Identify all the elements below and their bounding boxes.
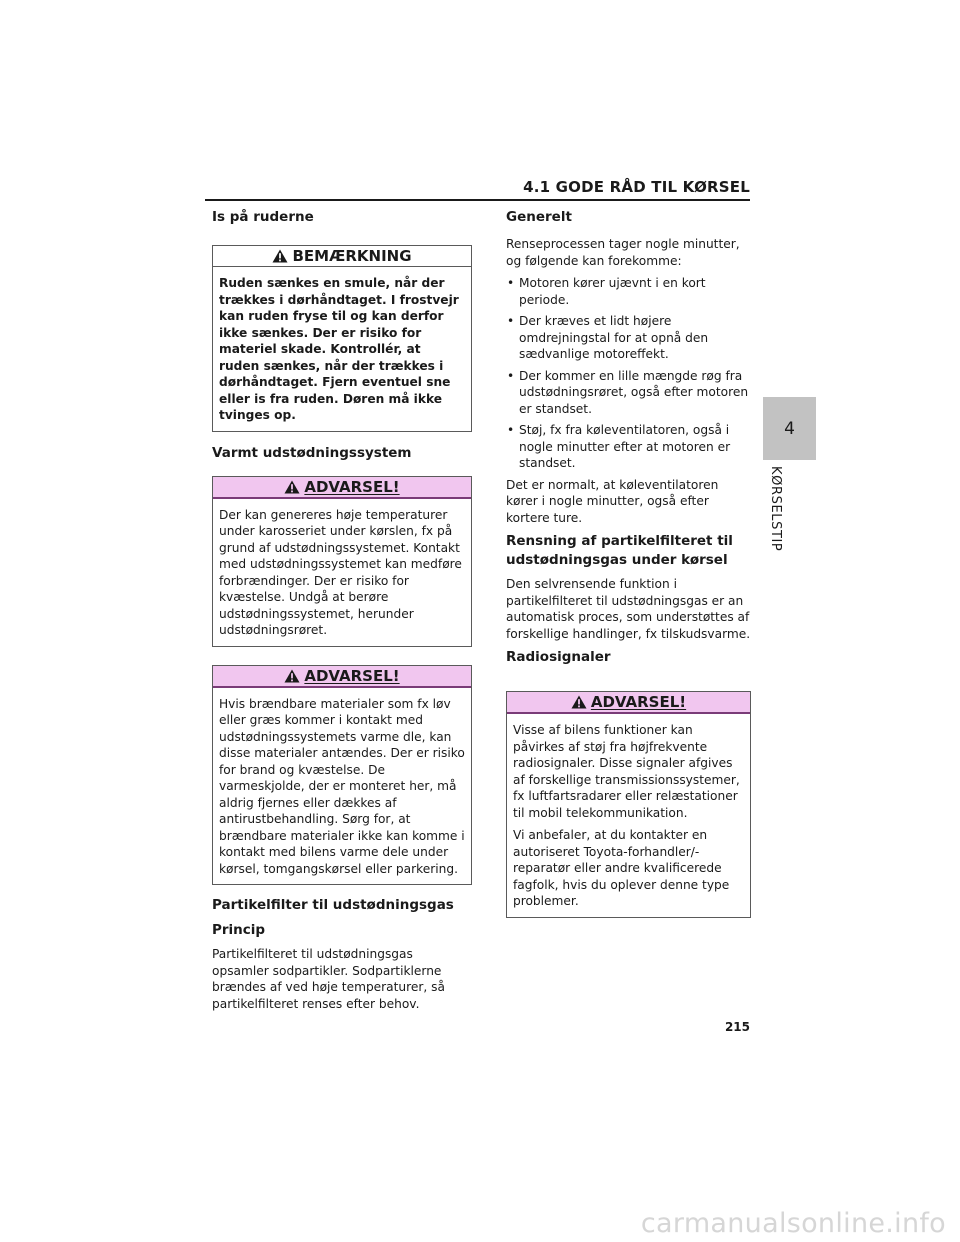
watermark: carmanualsonline.info bbox=[640, 1208, 946, 1239]
heading-radio-signals: Radiosignaler bbox=[506, 649, 611, 665]
chapter-tab: 4 bbox=[763, 397, 816, 460]
warning-header-1 bbox=[213, 477, 471, 499]
heading-general: Generelt bbox=[506, 209, 572, 225]
right-column bbox=[506, 208, 751, 918]
warning-triangle-icon bbox=[571, 695, 587, 709]
chapter-header: 4.1 GODE RÅD TIL KØRSEL bbox=[523, 178, 750, 196]
list-item: • Motoren kører ujævnt i en kort periode. bbox=[506, 275, 751, 308]
heading-particulate-filter: Partikelfilter til udstødningsgas bbox=[212, 897, 454, 913]
notice-title: BEMÆRKNING bbox=[292, 247, 412, 265]
list-item: • Støj, fx fra køleventilatoren, også i nogle minutter efter at motoren er standset. bbox=[506, 422, 751, 472]
notice-box bbox=[212, 245, 472, 432]
warning-triangle-icon bbox=[272, 249, 288, 263]
warning-text-3a: Visse af bilens funktioner kan påvirkes af støj fra højfrekvente radiosignaler. Disse signaler afgives af forskellige transmissionssystemer, fx luftfartsradarer eller relæstationer til mobil telekommunikation. bbox=[513, 723, 740, 820]
warning-header-2 bbox=[213, 666, 471, 688]
symptom-list bbox=[506, 275, 751, 472]
warning-box-3 bbox=[506, 691, 751, 918]
heading-ice-on-windows: Is på ruderne bbox=[212, 209, 314, 225]
normal-fan-text: Det er normalt, at køleventilatoren kører i nogle minutter, også efter kortere ture. bbox=[506, 477, 719, 525]
warning-title-1: ADVARSEL! bbox=[304, 477, 400, 496]
header-rule bbox=[205, 199, 750, 201]
warning-text-2: Hvis brændbare materialer som fx løv eller græs kommer i kontakt med udstødningssystemets varme dle, kan disse materialer antændes. Der er risiko for brand og kvæstelse. De varmeskjolde, der er monteret her, må aldrig fjernes eller dækkes af antirustbehandling. Sørg for, at brændbare materialer ikke kan komme i kontakt med bilens varme dele under kørsel, tomgangskørsel eller parkering. bbox=[219, 696, 465, 876]
warning-triangle-icon bbox=[284, 669, 300, 683]
notice-header bbox=[213, 246, 471, 267]
chapter-tab-label: KØRSELSTIP bbox=[768, 466, 783, 552]
warning-triangle-icon bbox=[284, 480, 300, 494]
warning-box-1 bbox=[212, 476, 472, 647]
general-text: Renseprocessen tager nogle minutter, og følgende kan forekomme: bbox=[506, 237, 740, 268]
warning-text-1: Der kan genereres høje temperaturer under karosseriet under kørslen, fx på grund af udstødningssystemet. Kontakt med udstødningssystemet kan medføre forbrændinger. Der er risiko for kvæstelse. Undgå at berøre udstødningssystemet, herunder udstødningsrøret. bbox=[219, 507, 462, 637]
warning-text-3b: Vi anbefaler, at du kontakter en autoriseret Toyota-forhandler/-reparatør eller andre kvalificerede fagfolk, hvis du oplever denne type problemer. bbox=[513, 828, 730, 908]
heading-principle: Princip bbox=[212, 922, 266, 938]
warning-box-2 bbox=[212, 665, 472, 886]
list-item: • Der kræves et lidt højere omdrejningstal for at opnå den sædvanlige motoreffekt. bbox=[506, 313, 751, 363]
page-number: 215 bbox=[724, 1020, 750, 1034]
warning-title-2: ADVARSEL! bbox=[304, 666, 400, 685]
heading-hot-exhaust: Varmt udstødningssystem bbox=[212, 444, 412, 461]
left-column bbox=[212, 208, 472, 1012]
principle-text: Partikelfilteret til udstødningsgas opsamler sodpartikler. Sodpartiklerne brændes af ved høje temperaturer, så partikelfilteret renses efter behov. bbox=[212, 947, 445, 1011]
list-item: • Der kommer en lille mængde røg fra udstødningsrøret, også efter motoren er standset. bbox=[506, 368, 751, 418]
cleaning-text: Den selvrensende funktion i partikelfilteret til udstødningsgas er an automatisk proces, som understøttes af forskellige handlinger, fx tilskudsvarme. bbox=[506, 577, 751, 641]
heading-filter-cleaning: Rensning af partikelfilteret til udstødningsgas under kørsel bbox=[506, 533, 733, 568]
warning-title-3: ADVARSEL! bbox=[590, 693, 687, 711]
warning-header-3 bbox=[507, 692, 750, 714]
notice-text: Ruden sænkes en smule, når der trækkes i dørhåndtaget. I frostvejr kan ruden fryse til og kan derfor ikke sænkes. Der er risiko for materiel skade. Kontrollér, at ruden sænkes, når der trækkes i dørhåndtaget. Fjern eventuel sne eller is fra ruden. Døren må ikke tvinges op. bbox=[219, 276, 459, 422]
